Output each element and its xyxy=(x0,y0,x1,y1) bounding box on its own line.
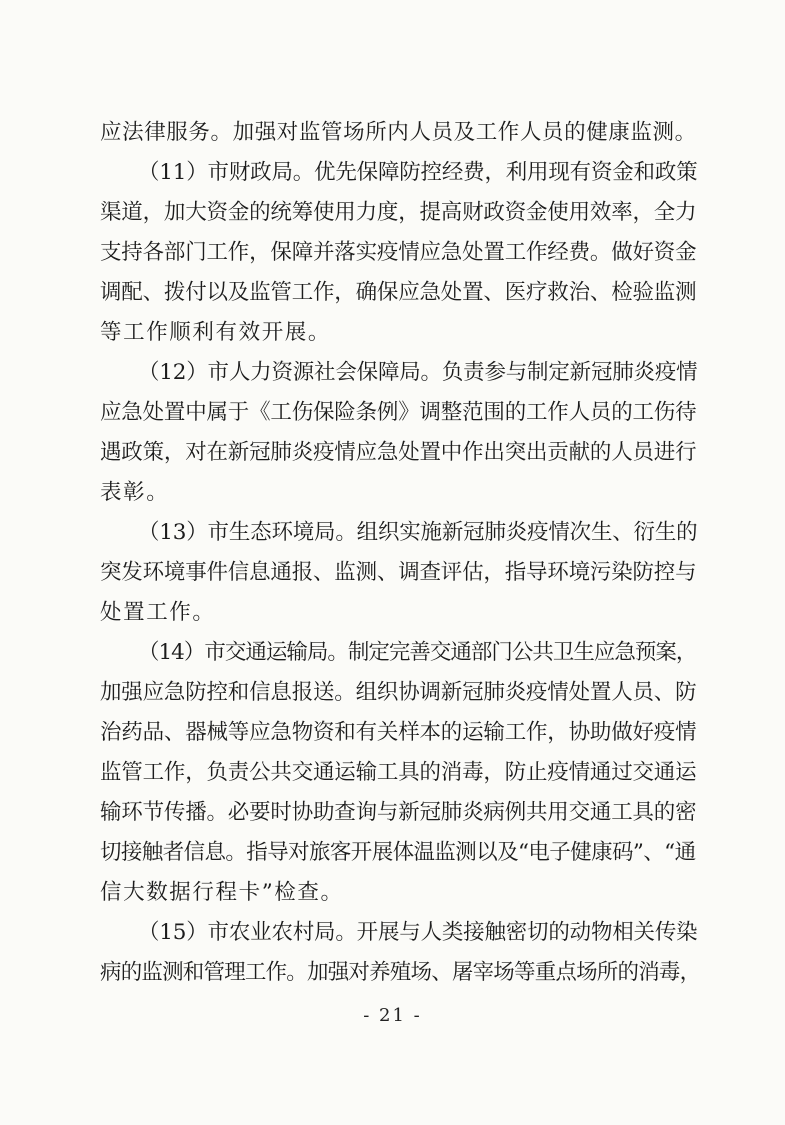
text-line: （14）市交通运输局。制定完善交通部门公共卫生应急预案， xyxy=(138,640,697,665)
text-line: 处置工作。 xyxy=(100,600,216,625)
page-number: - 21 - xyxy=(363,1005,422,1026)
text-line: 应法律服务。加强对监管场所内人员及工作人员的健康监测。 xyxy=(100,120,697,145)
text-line: 治药品、器械等应急物资和有关样本的运输工作，协助做好疫情 xyxy=(100,720,697,745)
text-line: 输环节传播。必要时协助查询与新冠肺炎病例共用交通工具的密 xyxy=(100,800,697,825)
text-line: （15）市农业农村局。开展与人类接触密切的动物相关传染 xyxy=(138,920,698,945)
text-line: 信大数据行程卡”检查。 xyxy=(100,880,344,905)
text-line: 表彰。 xyxy=(100,480,170,505)
text-line: （11）市财政局。优先保障防控经费，利用现有资金和政策 xyxy=(138,160,698,185)
text-line: （13）市生态环境局。组织实施新冠肺炎疫情次生、衍生的 xyxy=(138,520,698,545)
text-line: （12）市人力资源社会保障局。负责参与制定新冠肺炎疫情 xyxy=(138,360,698,385)
text-line: 等工作顺利有效开展。 xyxy=(100,320,332,345)
text-line: 调配、拨付以及监管工作，确保应急处置、医疗救治、检验监测 xyxy=(100,280,697,305)
text-line: 监管工作，负责公共交通运输工具的消毒，防止疫情通过交通运 xyxy=(100,760,697,785)
text-line: 突发环境事件信息通报、监测、调查评估，指导环境污染防控与 xyxy=(100,560,697,585)
text-line: 渠道，加大资金的统筹使用力度，提高财政资金使用效率，全力 xyxy=(100,200,697,225)
text-line: 切接触者信息。指导对旅客开展体温监测以及“电子健康码”、“通 xyxy=(100,840,696,865)
text-line: 支持各部门工作，保障并落实疫情应急处置工作经费。做好资金 xyxy=(100,240,697,265)
text-line: 遇政策，对在新冠肺炎疫情应急处置中作出突出贡献的人员进行 xyxy=(100,440,697,465)
text-line: 应急处置中属于《工伤保险条例》调整范围的工作人员的工伤待 xyxy=(100,400,697,425)
text-line: 病的监测和管理工作。加强对养殖场、屠宰场等重点场所的消毒， xyxy=(100,960,701,985)
text-line: 加强应急防控和信息报送。组织协调新冠肺炎疫情处置人员、防 xyxy=(100,680,697,705)
